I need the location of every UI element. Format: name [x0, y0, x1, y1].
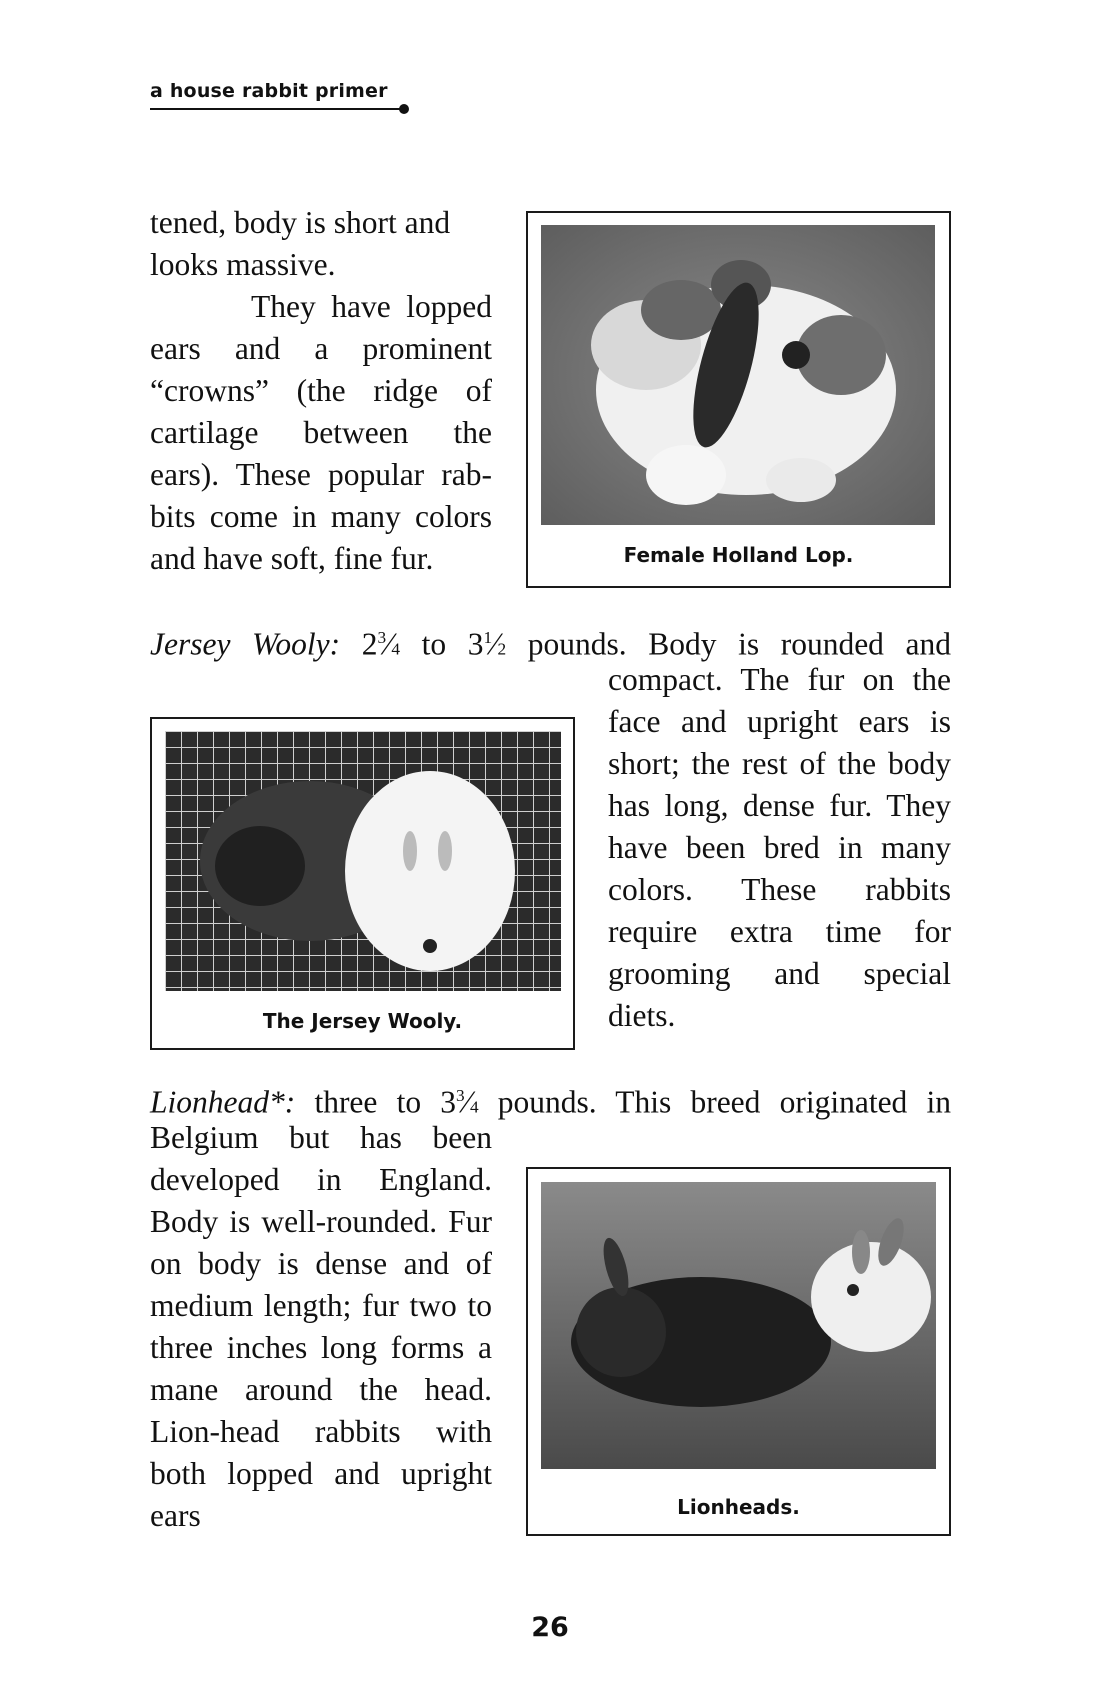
caption-jersey-wooly: The Jersey Wooly.	[262, 1009, 463, 1033]
jersey-weight-num1: 3	[377, 628, 387, 647]
jersey-wooly-name: Jersey Wooly:	[150, 626, 341, 662]
lionheads-photo	[541, 1182, 936, 1469]
figure-holland-lop	[526, 211, 951, 588]
rabbit-photo-icon	[165, 731, 561, 991]
holland-lop-paragraph	[150, 202, 492, 580]
jersey-wooly-lead: Jersey Wooly: $2^3⁄4$ to $3^1⁄2$ pounds. Body is rounded and	[150, 626, 952, 662]
rabbit-photo-icon	[541, 1182, 936, 1469]
jersey-weight-num2: 1	[483, 628, 493, 647]
lionhead-lead: Lionhead*: three to $3^3⁄4$ pounds. This breed originated in	[150, 1084, 951, 1120]
lionhead-weight-den: 4	[469, 1097, 479, 1117]
running-header	[150, 80, 406, 102]
lionhead-weight: three to 3	[314, 1084, 457, 1120]
jersey-weight-den1: 4	[391, 639, 401, 659]
caption-lionheads: Lionheads.	[677, 1495, 800, 1519]
page-number: 26	[531, 1612, 569, 1643]
jersey-weight-whole1: 2	[361, 626, 378, 662]
holland-lop-photo	[541, 225, 935, 525]
figure-lionheads	[526, 1167, 951, 1536]
jersey-weight-to: to	[421, 626, 447, 662]
lionhead-name: Lionhead*:	[150, 1084, 296, 1120]
jersey-weight-whole2: 3	[467, 626, 484, 662]
header-rule	[150, 108, 404, 110]
jersey-weight-den2: 2	[497, 639, 507, 659]
jersey-wooly-body: compact. The fur on the face and upright ears is short; the rest of the body has long, dense fur. They have been bred in many colors. These rabbits require extra time for grooming and special diets.	[608, 662, 951, 1033]
figure-jersey-wooly	[150, 717, 575, 1050]
jersey-lead-rest: pounds. Body is rounded and	[527, 626, 952, 662]
rabbit-photo-icon	[541, 225, 935, 525]
jersey-wooly-photo	[165, 731, 561, 991]
caption-holland-lop: Female Holland Lop.	[623, 543, 854, 567]
header-dot	[399, 104, 409, 114]
holland-lop-description: They have lopped ears and a prominent “crowns” (the ridge of cartilage between the ears). These popular rab-bits come in many colors and have soft, fine fur.	[150, 289, 492, 576]
paragraph-continued: tened, body is short and looks massive.	[150, 205, 451, 282]
lionhead-weight-num: 3	[456, 1086, 465, 1105]
header-title: a house rabbit primer	[150, 80, 388, 102]
lionhead-lead-rest: pounds. This breed originated in	[497, 1084, 951, 1120]
lionhead-body: Belgium but has been developed in England. Body is well-rounded. Fur on body is dense and of medium length; fur two to three inches long forms a mane around the head. Lion-head rabbits with both lopped and upright ears	[150, 1120, 492, 1533]
